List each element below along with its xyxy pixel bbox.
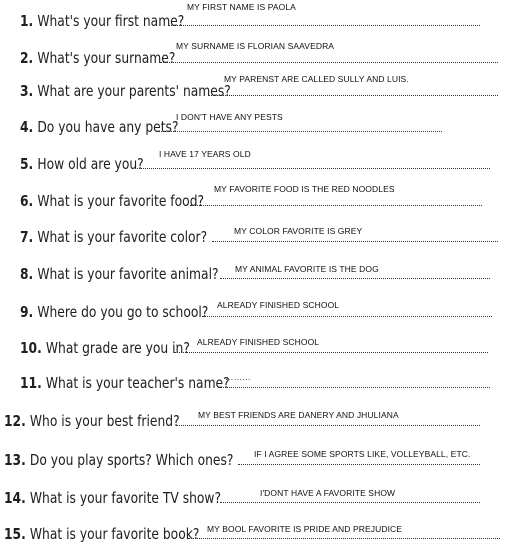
answer-text[interactable]: MY ANIMAL FAVORITE IS THE DOG	[235, 264, 379, 274]
question-row-8	[20, 253, 490, 283]
answer-line	[174, 352, 488, 353]
answer-line	[156, 131, 442, 132]
question-text: 6. What is your favorite food?	[20, 192, 205, 210]
answer-line	[220, 502, 480, 503]
question-text: 4. Do you have any pets?	[20, 118, 179, 136]
question-row-3	[20, 70, 498, 100]
question-row-9	[20, 291, 492, 321]
answer-text[interactable]: ALREADY FINISHED SCHOOL	[197, 337, 320, 347]
answer-text[interactable]: MY COLOR FAVORITE IS GREY	[234, 226, 363, 236]
answer-text[interactable]: MY BEST FRIENDS ARE DANERY AND JHULIANA	[198, 410, 399, 420]
question-row-14	[4, 477, 480, 507]
answer-text[interactable]: MY FAVORITE FOOD IS THE RED NOODLES	[214, 184, 395, 194]
question-row-11	[20, 362, 490, 392]
answer-line	[168, 25, 480, 26]
question-text: 15. What is your favorite book?	[4, 525, 200, 543]
question-text: 5. How old are you?	[20, 155, 144, 173]
question-text: 2. What's your surname?	[20, 49, 176, 67]
answer-text[interactable]: I DON'T HAVE ANY PESTS	[176, 112, 283, 122]
question-row-7	[20, 216, 498, 246]
answer-text[interactable]: I HAVE 17 YEARS OLD	[159, 149, 251, 159]
answer-text[interactable]: MY FIRST NAME IS PAOLA	[187, 2, 296, 12]
answer-text[interactable]: IF I AGREE SOME SPORTS LIKE, VOLLEYBALL, ETC.	[254, 449, 471, 459]
answer-line	[176, 425, 480, 426]
answer-text[interactable]: MY PARENST ARE CALLED SULLY AND LUIS.	[224, 74, 409, 84]
question-text: 8. What is your favorite animal?	[20, 265, 219, 283]
question-text: 13. Do you play sports? Which ones?	[4, 451, 234, 469]
answer-line	[160, 62, 498, 63]
question-text: 3. What are your parents' names?	[20, 82, 231, 100]
question-row-10	[20, 327, 488, 357]
answer-line	[132, 168, 490, 169]
answer-line	[208, 95, 498, 96]
answer-text[interactable]: ………	[225, 372, 251, 382]
question-row-15	[4, 513, 500, 543]
answer-text[interactable]: I'DONT HAVE A FAVORITE SHOW	[260, 488, 396, 498]
answer-line	[190, 205, 482, 206]
answer-line	[212, 241, 498, 242]
answer-text[interactable]: MY BOOL FAVORITE IS PRIDE AND PREJUDICE	[207, 524, 403, 534]
question-row-5	[20, 143, 490, 173]
answer-text[interactable]: MY SURNAME IS FLORIAN SAAVEDRA	[176, 41, 335, 51]
question-row-12	[4, 400, 480, 430]
question-text: 9. Where do you go to school?	[20, 303, 209, 321]
answer-line	[218, 387, 490, 388]
answer-line	[202, 316, 492, 317]
question-text: 7. What is your favorite color?	[20, 228, 208, 246]
question-row-6	[20, 180, 482, 210]
question-text: 11. What is your teacher's name?	[20, 374, 230, 392]
question-text: 12. Who is your best friend?	[4, 412, 180, 430]
question-text: 14. What is your favorite TV show?	[4, 489, 222, 507]
answer-line	[188, 538, 500, 539]
answer-line	[220, 278, 490, 279]
question-row-13	[4, 439, 480, 469]
question-text: 10. What grade are you in?	[20, 339, 190, 357]
answer-line	[238, 464, 480, 465]
question-row-4	[20, 106, 442, 136]
question-row-1	[20, 0, 480, 30]
answer-text[interactable]: ALREADY FINISHED SCHOOL	[217, 300, 340, 310]
question-text: 1. What's your first name?	[20, 12, 185, 30]
question-row-2	[20, 37, 498, 67]
